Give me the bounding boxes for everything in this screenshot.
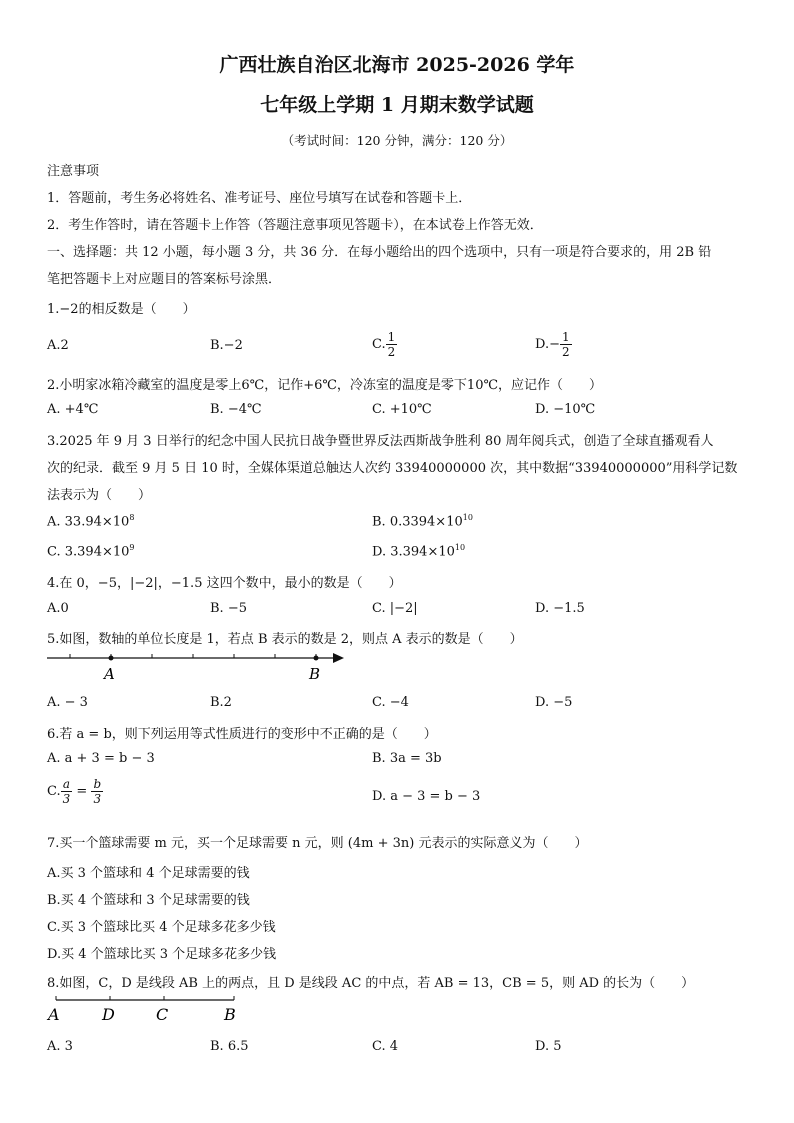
q6-option-c-prefix: C. xyxy=(47,784,61,799)
q7-option-a: A.买 3 个篮球和 4 个足球需要的钱 xyxy=(47,866,250,881)
q5-option-d: D. −5 xyxy=(535,695,573,710)
point-b-marker xyxy=(314,656,319,661)
section-instructions-1: 一、选择题：共 12 小题，每小题 3 分，共 36 分．在每小题给出的四个选项中，只有一项是符合要求的，用 2B 铅 xyxy=(47,245,712,260)
exam-title-line1: 广西壮族自治区北海市 2025-2026 学年 xyxy=(219,54,575,76)
q4-option-b: B. −5 xyxy=(210,601,247,616)
fraction-denominator: 2 xyxy=(387,345,396,359)
point-a-label: A xyxy=(104,665,115,683)
exam-title-line2: 七年级上学期 1 月期末数学试题 xyxy=(260,94,534,116)
q3-option-c xyxy=(47,543,135,559)
q3-option-a-base: A. 33.94×10 xyxy=(47,514,130,530)
q4-option-d: D. −1.5 xyxy=(535,601,585,616)
fraction xyxy=(560,330,572,359)
q6-option-b: B. 3a = 3b xyxy=(372,751,442,766)
exponent: 8 xyxy=(129,513,135,522)
note-2: 2．考生作答时，请在答题卡上作答（答题注意事项见答题卡），在本试卷上作答无效． xyxy=(47,218,543,233)
fraction-denominator: 3 xyxy=(62,792,71,806)
fraction xyxy=(386,330,398,359)
point-b-label: B xyxy=(309,665,321,683)
q3-option-d xyxy=(372,543,465,559)
fraction-numerator: 1 xyxy=(561,330,570,344)
q6-option-a: A. a + 3 = b − 3 xyxy=(47,751,155,766)
q7-option-d: D.买 4 个篮球比买 3 个足球多花多少钱 xyxy=(47,947,277,962)
exponent: 10 xyxy=(462,513,473,522)
q7-option-c: C.买 3 个篮球比买 4 个足球多花多少钱 xyxy=(47,920,276,935)
q3-option-b xyxy=(372,513,473,529)
q8-option-d: D. 5 xyxy=(535,1039,562,1054)
q8-option-b: B. 6.5 xyxy=(210,1039,249,1054)
q3-option-c-base: C. 3.394×10 xyxy=(47,544,130,560)
q1-option-c xyxy=(372,330,397,359)
fraction-denominator: 2 xyxy=(561,345,570,359)
exponent: 10 xyxy=(454,543,466,552)
q1-stem: 1.−2的相反数是（ ） xyxy=(47,302,196,317)
q3-stem-2: 次的纪录．截至 9 月 5 日 10 时，全媒体渠道总触达人次约 33940000000 次，其中数据“33940000000”用科学记数 xyxy=(47,461,738,476)
q4-stem: 4.在 0，−5，|−2|，−1.5 这四个数中，最小的数是（ ） xyxy=(47,576,402,591)
q7-option-b: B.买 4 个篮球和 3 个足球需要的钱 xyxy=(47,893,250,908)
q1-option-a: A.2 xyxy=(47,338,69,353)
exponent: 9 xyxy=(129,543,135,552)
q8-stem: 8.如图，C，D 是线段 AB 上的两点，且 D 是线段 AC 的中点，若 AB = 13，CB = 5，则 AD 的长为（ ） xyxy=(47,976,695,991)
q2-option-d: D. −10℃ xyxy=(535,402,596,417)
q1-option-b: B.−2 xyxy=(210,338,243,353)
point-d-label: D xyxy=(102,1005,115,1024)
q7-stem: 7.买一个篮球需要 m 元，买一个足球需要 n 元，则 (4m + 3n) 元表示的实际意义为（ ） xyxy=(47,836,588,851)
fraction-numerator: a xyxy=(61,777,73,792)
segment-figure xyxy=(44,994,254,1026)
q3-option-d-base: D. 3.394×10 xyxy=(372,544,455,560)
arrow-head-icon xyxy=(333,653,344,663)
fraction-denominator: 3 xyxy=(93,792,102,806)
fraction-numerator: 1 xyxy=(387,330,396,344)
q4-option-a: A.0 xyxy=(47,601,69,616)
q2-option-a: A. +4℃ xyxy=(47,402,99,417)
q5-option-c: C. −4 xyxy=(372,695,409,710)
notes-heading: 注意事项 xyxy=(47,164,100,179)
q1-option-d xyxy=(535,330,572,359)
q2-stem: 2.小明家冰箱冷藏室的温度是零上6℃，记作+6℃，冷冻室的温度是零下10℃，应记作（ ） xyxy=(47,378,603,393)
q6-stem: 6.若 a = b，则下列运用等式性质进行的变形中不正确的是（ ） xyxy=(47,727,437,742)
q3-stem-3: 法表示为（ ） xyxy=(47,488,152,503)
point-b-label: B xyxy=(224,1005,236,1024)
q5-option-b: B.2 xyxy=(210,695,232,710)
q3-option-a xyxy=(47,513,134,529)
q1-option-d-prefix: D.− xyxy=(535,337,560,352)
fraction-numerator: b xyxy=(93,777,102,791)
q5-stem: 5.如图，数轴的单位长度是 1，若点 B 表示的数是 2，则点 A 表示的数是（ ） xyxy=(47,632,523,647)
equals-sign: = xyxy=(76,784,88,799)
q6-option-d: D. a − 3 = b − 3 xyxy=(372,789,481,804)
q3-option-b-base: B. 0.3394×10 xyxy=(372,514,463,530)
q5-option-a: A. − 3 xyxy=(47,695,88,710)
point-c-label: C xyxy=(156,1005,169,1024)
q2-option-c: C. +10℃ xyxy=(372,402,432,417)
q3-stem-1: 3.2025 年 9 月 3 日举行的纪念中国人民抗日战争暨世界反法西斯战争胜利 80 周年阅兵式，创造了全球直播观看人 xyxy=(47,434,714,449)
fraction xyxy=(61,777,73,806)
q1-option-c-prefix: C. xyxy=(372,337,386,352)
q8-option-a: A. 3 xyxy=(47,1039,73,1054)
fraction xyxy=(91,777,103,806)
q6-option-c xyxy=(47,777,103,806)
number-line-figure xyxy=(44,648,354,684)
note-1: 1．答题前，考生务必将姓名、准考证号、座位号填写在试卷和答题卡上． xyxy=(47,191,472,206)
point-a-marker xyxy=(109,656,114,661)
section-instructions-2: 笔把答题卡上对应题目的答案标号涂黑． xyxy=(47,272,282,287)
q8-option-c: C. 4 xyxy=(372,1039,399,1054)
point-a-label: A xyxy=(48,1005,60,1024)
q4-option-c: C. |−2| xyxy=(372,601,418,616)
q2-option-b: B. −4℃ xyxy=(210,402,262,417)
exam-subtitle: （考试时间：120 分钟，满分：120 分） xyxy=(281,133,513,148)
